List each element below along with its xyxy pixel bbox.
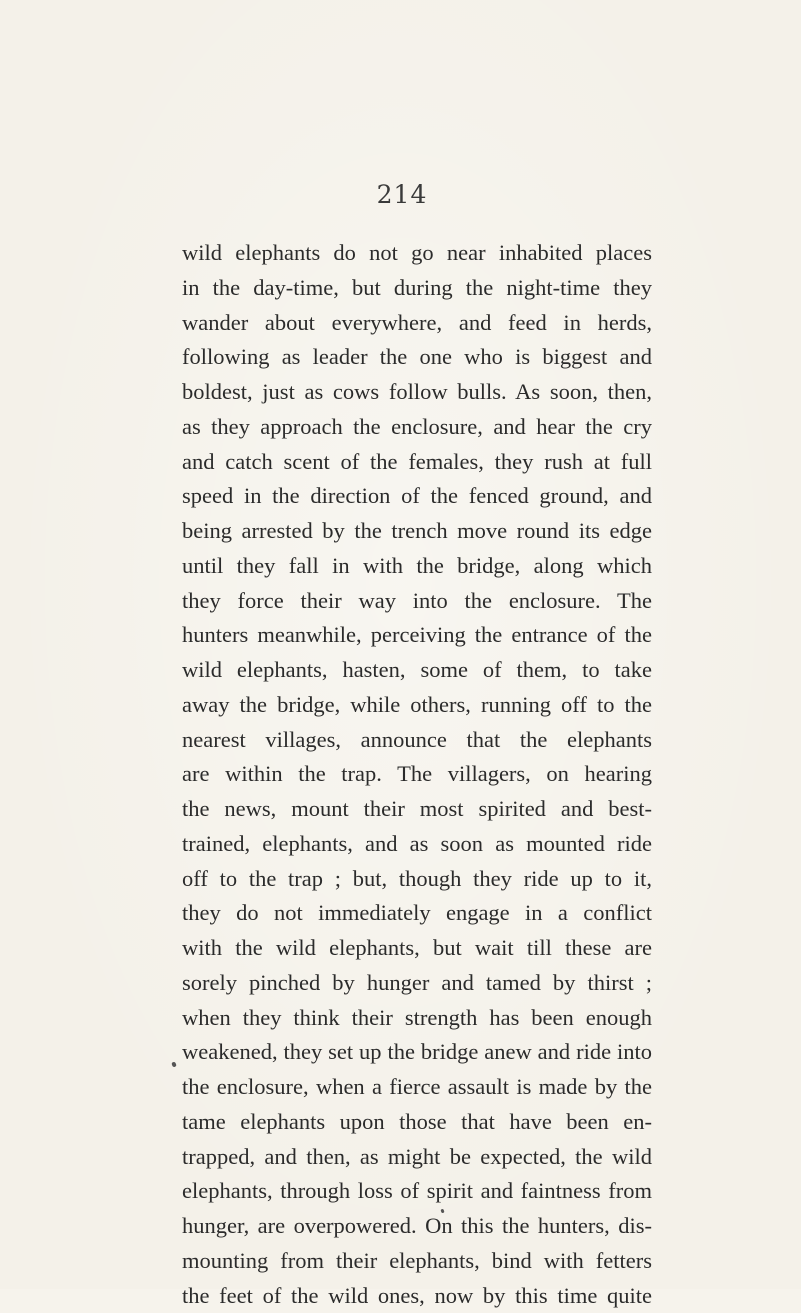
- text-line: they force their way into the enclosure. The: [182, 584, 652, 619]
- page-number: 214: [372, 180, 432, 209]
- text-line: as they approach the enclosure, and hear the cry: [182, 410, 652, 445]
- text-line: with the wild elephants, but wait till these are: [182, 931, 652, 966]
- text-line: the feet of the wild ones, now by this time quite: [182, 1279, 652, 1313]
- text-line: until they fall in with the bridge, along which: [182, 549, 652, 584]
- text-line: hunters meanwhile, perceiving the entrance of the: [182, 618, 652, 653]
- text-line: hunger, are overpowered. On this the hunters, dis-: [182, 1209, 652, 1244]
- text-line: sorely pinched by hunger and tamed by thirst ;: [182, 966, 652, 1001]
- text-line: in the day-time, but during the night-time they: [182, 271, 652, 306]
- text-line: away the bridge, while others, running off to the: [182, 688, 652, 723]
- text-line: the enclosure, when a fierce assault is made by the: [182, 1070, 652, 1105]
- text-line: trapped, and then, as might be expected, the wild: [182, 1140, 652, 1175]
- text-line: elephants, through loss of spirit and faintness from: [182, 1174, 652, 1209]
- text-line: they do not immediately engage in a conflict: [182, 896, 652, 931]
- text-line: nearest villages, announce that the elephants: [182, 723, 652, 758]
- body-text: [182, 236, 652, 1313]
- ink-speck: [171, 1061, 176, 1067]
- text-line: when they think their strength has been enough: [182, 1001, 652, 1036]
- text-line: following as leader the one who is biggest and: [182, 340, 652, 375]
- text-line: wild elephants do not go near inhabited places: [182, 236, 652, 271]
- text-line: speed in the direction of the fenced ground, and: [182, 479, 652, 514]
- text-line: boldest, just as cows follow bulls. As soon, then,: [182, 375, 652, 410]
- text-line: wander about everywhere, and feed in herds,: [182, 306, 652, 341]
- text-line: off to the trap ; but, though they ride up to it,: [182, 862, 652, 897]
- text-line: weakened, they set up the bridge anew and ride into: [182, 1035, 652, 1070]
- text-line: and catch scent of the females, they rush at full: [182, 445, 652, 480]
- text-line: trained, elephants, and as soon as mounted ride: [182, 827, 652, 862]
- text-line: the news, mount their most spirited and best-: [182, 792, 652, 827]
- text-line: being arrested by the trench move round its edge: [182, 514, 652, 549]
- text-line: are within the trap. The villagers, on hearing: [182, 757, 652, 792]
- text-line: tame elephants upon those that have been en-: [182, 1105, 652, 1140]
- text-line: mounting from their elephants, bind with fetters: [182, 1244, 652, 1279]
- text-line: wild elephants, hasten, some of them, to take: [182, 653, 652, 688]
